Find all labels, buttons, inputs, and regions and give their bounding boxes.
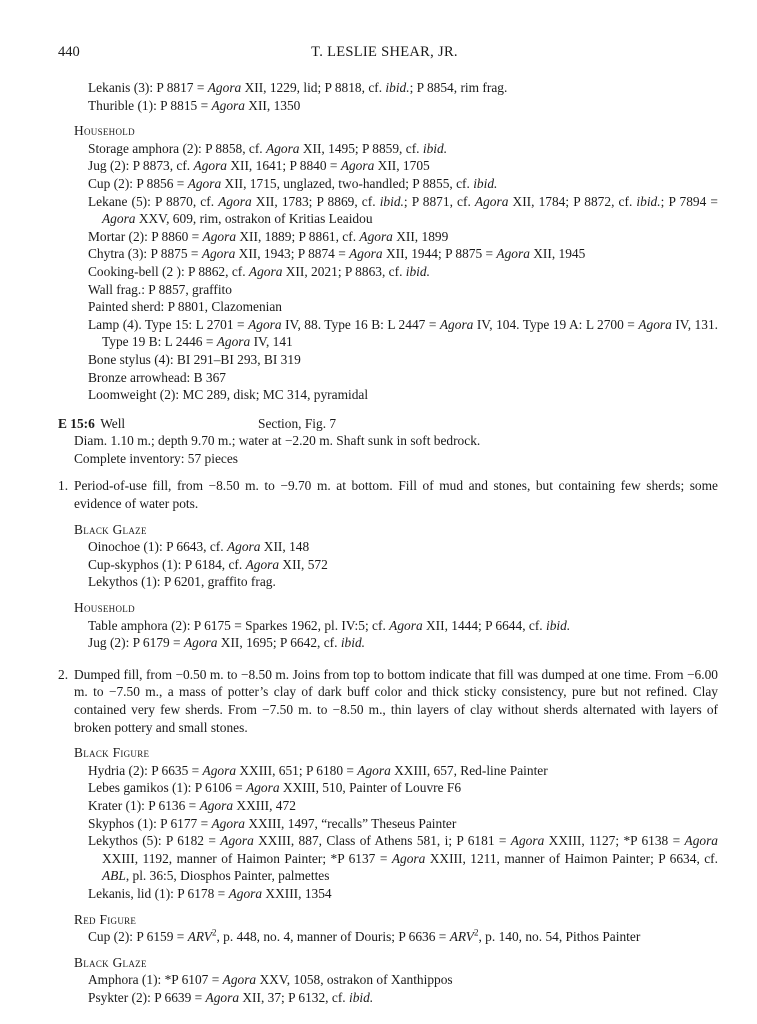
catalogue-entry: Lebes gamikos (1): P 6106 = Agora XXIII, 510, Painter of Louvre F6 xyxy=(88,780,462,796)
catalogue-entry: Chytra (3): P 8875 = Agora XII, 1943; P 8874 = Agora XII, 1944; P 8875 = Agora XII, 1945 xyxy=(88,246,586,262)
catalogue-entry: Krater (1): P 6136 = Agora XXIII, 472 xyxy=(88,797,296,813)
entry-list-top xyxy=(58,79,718,114)
entry-list-black-glaze xyxy=(58,971,718,1006)
catalogue-entry: Lekanis, lid (1): P 6178 = Agora XXIII, 1354 xyxy=(88,885,332,901)
layer-text: Period-of-use fill, from −8.50 m. to −9.70 m. at bottom. Fill of mud and stones, but containing few sherds; some evidence of water pots. xyxy=(74,478,718,512)
entry-list-red-figure xyxy=(58,928,718,946)
entry-list-black-glaze xyxy=(58,538,718,591)
catalogue-entry: Cup (2): P $6159 = ARV^2$, p. 448, no. 4, manner of Douris; P $6636 = ARV^2$, p. 140, no. 54, Pithos Painter xyxy=(88,927,641,945)
catalogue-entry: Bronze arrowhead: B 367 xyxy=(88,369,226,385)
catalogue-entry: Table amphora (2): P 6175 = Sparkes 1962, pl. IV:5; cf. Agora XII, 1444; P 6644, cf. ibid. xyxy=(88,617,571,633)
catalogue-entry: Skyphos (1): P 6177 = Agora XXIII, 1497, “recalls” Theseus Painter xyxy=(88,815,457,831)
catalogue-entry: Lekane (5): P 8870, cf. Agora XII, 1783; P 8869, cf. ibid.; P 8871, cf. Agora XII, 1784; P 8872, cf. ibid.; P 7894 = Agora XXV, 609, rim, ostrakon of Kritias Leaidou xyxy=(88,193,718,227)
page-number: 440 xyxy=(58,44,80,60)
catalogue-entry: Mortar (2): P 8860 = Agora XII, 1889; P 8861, cf. Agora XII, 1899 xyxy=(88,228,449,244)
deposit-figure-ref: Section, Fig. 7 xyxy=(258,415,337,431)
catalogue-entry: Lekythos (5): P 6182 = Agora XXIII, 887, Class of Athens 581, i; P 6181 = Agora XXIII, 1127; *P 6138 = Agora XXIII, 1192, manner of Haimon Painter; *P 6137 = Agora XXIII, 1211, manner of Haimon Painter; P 6634, cf. ABL, pl. 36:5, Diosphos Painter, palmettes xyxy=(88,833,718,884)
entry-list-black-figure xyxy=(58,762,718,903)
catalogue-entry: Jug (2): P 8873, cf. Agora XII, 1641; P 8840 = Agora XII, 1705 xyxy=(88,158,430,174)
deposit-heading xyxy=(58,415,718,433)
catalogue-entry: Lamp (4). Type 15: L 2701 = Agora IV, 88. Type 16 B: L 2447 = Agora IV, 104. Type 19 A: L 2700 = Agora IV, 131. Type 19 B: L 2446 = Agora IV, 141 xyxy=(88,316,718,350)
catalogue-entry: Bone stylus (4): BI 291–BI 293, BI 319 xyxy=(88,351,301,367)
layer-number: 2. xyxy=(58,666,69,682)
catalogue-entry: Lekythos (1): P 6201, graffito frag. xyxy=(88,574,276,590)
catalogue-entry: Oinochoe (1): P 6643, cf. Agora XII, 148 xyxy=(88,539,310,555)
catalogue-entry: Psykter (2): P 6639 = Agora XII, 37; P 6132, cf. ibid. xyxy=(88,989,374,1005)
entry-list-household xyxy=(58,617,718,652)
page-header xyxy=(58,44,711,64)
layer-2-description xyxy=(58,666,718,736)
catalogue-entry: Cup (2): P 8856 = Agora XII, 1715, unglazed, two-handled; P 8855, cf. ibid. xyxy=(88,175,498,191)
layer-1-description xyxy=(58,477,718,512)
entry-list-household xyxy=(58,140,718,404)
category-heading-black-figure: Black Figure xyxy=(74,745,150,761)
catalogue-entry: Hydria (2): P 6635 = Agora XXIII, 651; P 6180 = Agora XXIII, 657, Red-line Painter xyxy=(88,762,548,778)
catalogue-entry: Lekanis (3): P 8817 = Agora XII, 1229, lid; P 8818, cf. ibid.; P 8854, rim frag. xyxy=(88,80,508,95)
running-title: T. LESLIE SHEAR, JR. xyxy=(311,44,458,60)
catalogue-entry: Jug (2): P 6179 = Agora XII, 1695; P 6642, cf. ibid. xyxy=(88,635,365,651)
catalogue-entry: Cup-skyphos (1): P 6184, cf. Agora XII, 572 xyxy=(88,556,328,572)
category-heading-black-glaze: Black Glaze xyxy=(74,521,147,537)
catalogue-content xyxy=(58,79,718,1007)
catalogue-entry: Loomweight (2): MC 289, disk; MC 314, pyramidal xyxy=(88,387,369,403)
catalogue-entry: Thurible (1): P 8815 = Agora XII, 1350 xyxy=(88,97,301,113)
deposit-id: E 15:6 xyxy=(58,415,95,431)
layer-text: Dumped fill, from −0.50 m. to −8.50 m. Joins from top to bottom indicate that fill was dumped at one time. From −6.00 m. to −7.50 m., a mass of potter’s clay of dark buff color and thick sticky consistency, pure but not refined. Clay contained very few sherds. From −7.50 m. to −8.50 m., thin layers of clay without sherds alternated with layers of broken pottery and small stones. xyxy=(74,666,718,735)
category-heading-red-figure: Red Figure xyxy=(74,911,137,927)
deposit-inventory: Complete inventory: 57 pieces xyxy=(74,450,238,466)
catalogue-entry: Painted sherd: P 8801, Clazomenian xyxy=(88,299,283,315)
catalogue-entry: Amphora (1): *P 6107 = Agora XXV, 1058, ostrakon of Xanthippos xyxy=(88,972,453,988)
category-heading-black-glaze: Black Glaze xyxy=(74,954,147,970)
catalogue-entry: Cooking-bell (2 ): P 8862, cf. Agora XII, 2021; P 8863, cf. ibid. xyxy=(88,263,430,279)
catalogue-entry: Wall frag.: P 8857, graffito xyxy=(88,281,232,297)
layer-number: 1. xyxy=(58,478,69,494)
catalogue-entry: Storage amphora (2): P 8858, cf. Agora XII, 1495; P 8859, cf. ibid. xyxy=(88,140,448,156)
category-heading-household: Household xyxy=(74,123,135,139)
category-heading-household: Household xyxy=(74,600,135,616)
deposit-type: Well xyxy=(100,415,126,431)
deposit-description: Diam. 1.10 m.; depth 9.70 m.; water at −2.20 m. Shaft sunk in soft bedrock. xyxy=(74,433,481,449)
